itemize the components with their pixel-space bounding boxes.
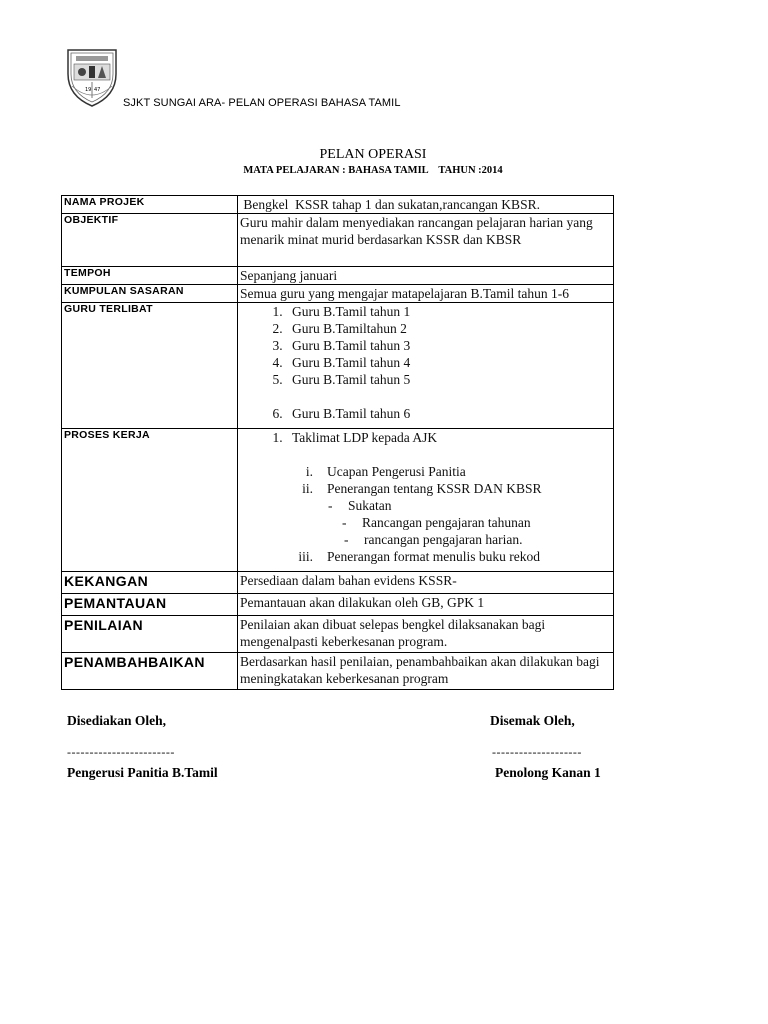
row-penilaian	[62, 616, 614, 653]
dash-item: - Sukatan	[328, 498, 392, 513]
row-nama-projek	[62, 196, 614, 214]
label-kekangan: KEKANGAN	[62, 572, 238, 594]
prepared-by-label: Disediakan Oleh,	[67, 713, 167, 728]
process-steps	[240, 429, 611, 446]
value-objektif: Guru mahir dalam menyediakan rancangan pelajaran harian yang menarik minat murid berdasarkan KSSR dan KBSR	[238, 214, 614, 267]
value-tempoh: Sepanjang januari	[238, 267, 614, 285]
row-kumpulan-sasaran	[62, 285, 614, 303]
value-penambahbaikan: Berdasarkan hasil penilaian, penambahbaikan akan dilakukan bagi meningkatakan keberkesanan program	[238, 653, 614, 690]
value-pemantauan: Pemantauan akan dilakukan oleh GB, GPK 1	[238, 594, 614, 616]
substep-ii-text: Penerangan tentang KSSR DAN KBSR	[327, 481, 542, 496]
teacher-list-item: 6. Guru B.Tamil tahun 6	[286, 405, 611, 422]
process-step-1: 1. Taklimat LDP kepada AJK	[286, 429, 611, 446]
value-kumpulan-sasaran: Semua guru yang mengajar matapelajaran B.Tamil tahun 1-6	[238, 285, 614, 303]
svg-text:19: 19	[85, 87, 92, 93]
teacher-list-item: 1. Guru B.Tamil tahun 1	[286, 303, 611, 320]
prepared-by-role: Pengerusi Panitia B.Tamil	[67, 765, 218, 780]
value-guru-terlibat	[238, 303, 614, 429]
document-subtitle: MATA PELAJARAN : BAHASA TAMIL TAHUN :2014	[243, 165, 503, 176]
prepared-signature-line: ------------------------	[67, 745, 175, 759]
roman-numeral-i: i.	[305, 464, 313, 479]
school-header-line: SJKT SUNGAI ARA- PELAN OPERASI BAHASA TAMIL	[123, 97, 401, 109]
label-penilaian: PENILAIAN	[62, 616, 238, 653]
label-proses-kerja: PROSES KERJA	[62, 429, 238, 572]
value-kekangan: Persediaan dalam bahan evidens KSSR-	[238, 572, 614, 594]
row-guru-terlibat	[62, 303, 614, 429]
label-pemantauan: PEMANTAUAN	[62, 594, 238, 616]
label-guru-terlibat: GURU TERLIBAT	[62, 303, 238, 429]
teacher-list-item: 5. Guru B.Tamil tahun 5	[286, 371, 611, 388]
label-tempoh: TEMPOH	[62, 267, 238, 285]
operation-plan-table	[61, 195, 614, 690]
label-objektif: OBJEKTIF	[62, 214, 238, 267]
label-nama-projek: NAMA PROJEK	[62, 196, 238, 214]
teacher-list-item: 2. Guru B.Tamiltahun 2	[286, 320, 611, 337]
roman-numeral-ii: ii.	[302, 481, 313, 496]
school-crest-logo	[64, 44, 120, 108]
row-objektif	[62, 214, 614, 267]
row-proses-kerja	[62, 429, 614, 572]
substep-i-text: Ucapan Pengerusi Panitia	[327, 464, 466, 479]
svg-text:47: 47	[94, 87, 101, 93]
roman-numeral-iii: iii.	[298, 549, 313, 564]
row-kekangan	[62, 572, 614, 594]
checked-by-role: Penolong Kanan 1	[495, 765, 601, 780]
checked-signature-line: --------------------	[492, 745, 582, 759]
checked-by-label: Disemak Oleh,	[490, 713, 575, 728]
value-penilaian: Penilaian akan dibuat selepas bengkel dilaksanakan bagi mengenalpasti keberkesanan program.	[238, 616, 614, 653]
dash-item: - rancangan pengajaran harian.	[344, 532, 523, 547]
row-pemantauan	[62, 594, 614, 616]
dash-item: - Rancangan pengajaran tahunan	[342, 515, 531, 530]
value-nama-projek: Bengkel KSSR tahap 1 dan sukatan,rancangan KBSR.	[238, 196, 614, 214]
teacher-list-item: 3. Guru B.Tamil tahun 3	[286, 337, 611, 354]
document-title: PELAN OPERASI	[319, 147, 427, 162]
dash-item-text: rancangan pengajaran harian.	[364, 532, 523, 547]
process-substep-ii	[240, 480, 611, 497]
value-proses-kerja	[238, 429, 614, 572]
label-kumpulan-sasaran: KUMPULAN SASARAN	[62, 285, 238, 303]
dash-item-text: Sukatan	[348, 498, 392, 513]
dash-item-text: Rancangan pengajaran tahunan	[362, 515, 531, 530]
process-substep-i	[240, 463, 611, 480]
teacher-list-item: 4. Guru B.Tamil tahun 4	[286, 354, 611, 371]
substep-iii-text: Penerangan format menulis buku rekod	[327, 549, 540, 564]
row-tempoh	[62, 267, 614, 285]
row-penambahbaikan	[62, 653, 614, 690]
process-substep-iii	[240, 548, 611, 565]
teacher-list	[240, 303, 611, 422]
label-penambahbaikan: PENAMBAHBAIKAN	[62, 653, 238, 690]
